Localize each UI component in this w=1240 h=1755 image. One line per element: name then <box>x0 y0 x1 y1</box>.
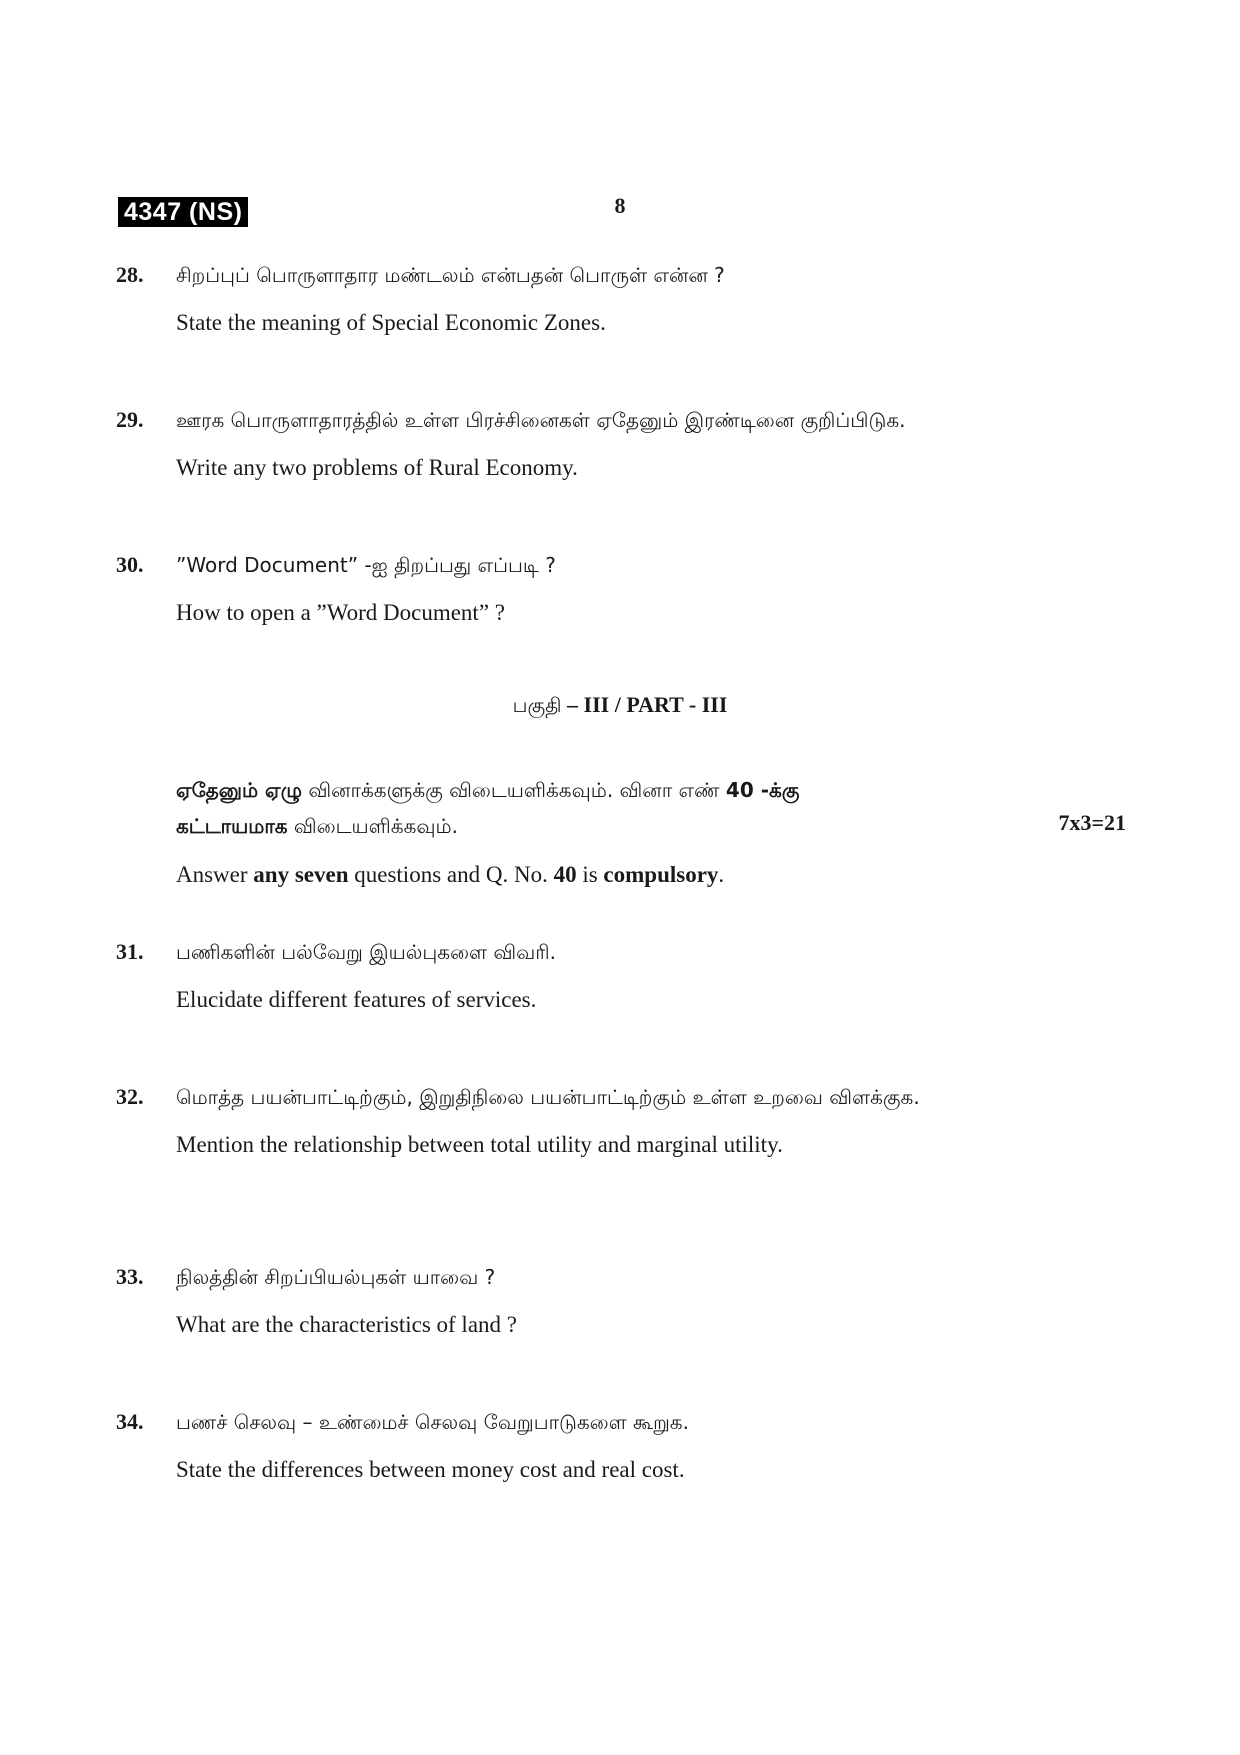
part-heading <box>0 692 1240 720</box>
question-number: 30. <box>116 552 144 577</box>
question-text-english: State the meaning of Special Economic Zones. <box>176 310 606 335</box>
question-text-tamil: ”Word Document” -ஐ திறப்பது எப்படி ? <box>176 553 556 577</box>
question-text-tamil: ஊரக பொருளாதாரத்தில் உள்ள பிரச்சினைகள் ஏதேனும் இரண்டினை குறிப்பிடுக. <box>176 408 906 432</box>
instruction-tamil-line-2 <box>176 808 1126 844</box>
question-34 <box>116 1405 1126 1487</box>
instruction-tamil-text: வினாக்களுக்கு விடையளிக்கவும். வினா எண் <box>302 778 726 802</box>
paper-code-badge: 4347 (NS) <box>118 197 248 227</box>
question-32 <box>116 1080 1126 1162</box>
instruction-english: Answer any seven questions and Q. No. 40 is compulsory. <box>176 862 725 887</box>
question-number: 33. <box>116 1264 144 1289</box>
question-text-english: Mention the relationship between total utility and marginal utility. <box>176 1132 783 1157</box>
question-number: 28. <box>116 262 144 287</box>
question-31 <box>116 935 1126 1017</box>
question-text-tamil: பணச் செலவு – உண்மைச் செலவு வேறுபாடுகளை கூறுக. <box>176 1410 689 1434</box>
instruction-tamil-text-2: விடையளிக்கவும். <box>287 814 458 838</box>
question-number: 29. <box>116 407 144 432</box>
question-text-english: How to open a ”Word Document” ? <box>176 600 505 625</box>
part-heading-english: – III / PART - III <box>561 692 728 717</box>
question-text-english: State the differences between money cost and real cost. <box>176 1457 685 1482</box>
instruction-tamil-suffix: -க்கு <box>753 778 800 802</box>
section-instructions <box>176 772 1126 892</box>
page-number: 8 <box>614 193 626 218</box>
question-text-english: What are the characteristics of land ? <box>176 1312 517 1337</box>
question-text-tamil: நிலத்தின் சிறப்பியல்புகள் யாவை ? <box>176 1265 496 1289</box>
question-text-tamil: மொத்த பயன்பாட்டிற்கும், இறுதிநிலை பயன்பாட்டிற்கும் உள்ள உறவை விளக்குக. <box>176 1085 920 1109</box>
question-number: 32. <box>116 1084 144 1109</box>
question-text-english: Write any two problems of Rural Economy. <box>176 455 578 480</box>
question-33 <box>116 1260 1126 1342</box>
question-number: 34. <box>116 1409 144 1434</box>
instruction-tamil-line-1 <box>176 772 1126 808</box>
instruction-tamil-compulsory: கட்டாயமாக <box>176 814 288 838</box>
question-29 <box>116 403 1126 485</box>
instruction-question-number: 40 <box>725 778 754 802</box>
instruction-tamil-bold: ஏதேனும் ஏழு <box>176 778 302 802</box>
question-30 <box>116 548 1126 630</box>
marks-allocation: 7x3=21 <box>1058 810 1126 835</box>
question-text-tamil: பணிகளின் பல்வேறு இயல்புகளை விவரி. <box>176 940 557 964</box>
question-text-english: Elucidate different features of services. <box>176 987 537 1012</box>
question-28 <box>116 258 1126 340</box>
question-text-tamil: சிறப்புப் பொருளாதார மண்டலம் என்பதன் பொருள் என்ன ? <box>176 263 725 287</box>
part-heading-tamil: பகுதி <box>512 693 562 717</box>
question-number: 31. <box>116 939 144 964</box>
